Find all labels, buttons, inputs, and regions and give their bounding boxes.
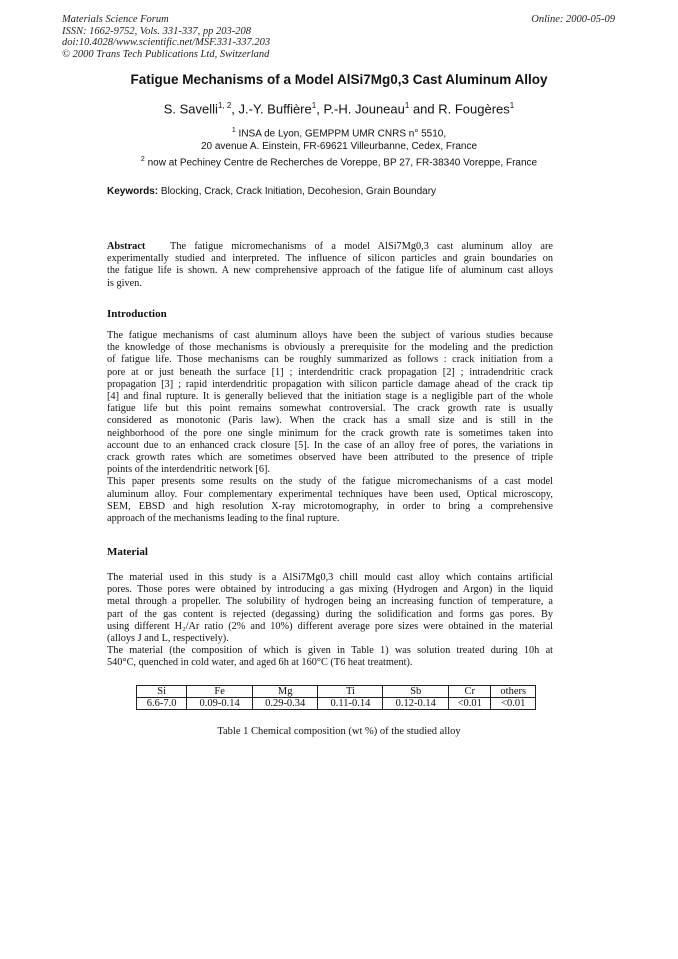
text-line: pore at or just beneath the surface [1] ; interdendritic crack propagation [2] ; intradendritic crack xyxy=(107,366,553,378)
abstract-line: Abstract The fatigue micromechanisms of a model AlSi7Mg0,3 cast aluminum alloy are xyxy=(107,241,553,252)
journal-header xyxy=(62,14,270,60)
affiliation-1 xyxy=(0,124,678,153)
abstract-paragraph xyxy=(107,241,553,290)
table-caption: Table 1 Chemical composition (wt %) of the studied alloy xyxy=(217,726,461,737)
introduction-heading: Introduction xyxy=(107,308,167,320)
affiliation-sup: 1 xyxy=(231,127,236,134)
table-cell: 0.11-0.14 xyxy=(318,698,383,710)
author-separator: , xyxy=(231,101,239,117)
affiliation-line: now at Pechiney Centre de Recherches de Voreppe, BP 27, FR-38340 Voreppe, France xyxy=(147,157,538,169)
online-date: Online: 2000-05-09 xyxy=(531,14,615,25)
table-header-cell: Mg xyxy=(252,686,318,698)
author-affil-sup: 1, 2 xyxy=(217,101,232,110)
text-line: the knowledge of those mechanisms is obviously a prerequisite for the modeling and the prediction xyxy=(107,342,553,354)
table-cell: <0.01 xyxy=(491,698,536,710)
text-line: part of the gas content is rejected (degassing) during the solidification and forms gas pores. By xyxy=(107,608,553,620)
text-line: The material used in this study is a AlSi7Mg0,3 chill mould cast alloy which contains artificial xyxy=(107,572,553,583)
table-header-row xyxy=(137,686,536,698)
text-line: crack growth rates which are sometimes observed have been attributed to the presence of triple xyxy=(107,452,553,464)
table-header-cell: Sb xyxy=(383,686,449,698)
material-paragraph xyxy=(107,572,553,670)
table-cell: 0.12-0.14 xyxy=(383,698,449,710)
table-header-cell: Si xyxy=(137,686,187,698)
abstract-line: experimentally studied and interpreted. The influence of silicon particles and grain boundaries on xyxy=(107,253,553,265)
author-list xyxy=(0,101,678,116)
author-separator: and xyxy=(409,101,439,117)
table-header-cell: Cr xyxy=(449,686,491,698)
affiliation-sup: 2 xyxy=(140,156,145,163)
author-name: J.-Y. Buffière xyxy=(238,101,312,117)
author-affil-sup: 1 xyxy=(509,101,515,110)
abstract-line: the fatigue life is shown. A new comprehensive approach of the fatigue life of aluminum cast alloys xyxy=(107,265,553,277)
text-line: (alloys J and L, respectively). xyxy=(107,633,229,645)
text-line: The fatigue mechanisms of cast aluminum alloys have been the subject of various studies because xyxy=(107,330,553,341)
text-line: SEM, EBSD and high resolution X-ray microtomography, in order to bring a comprehensive xyxy=(107,500,553,512)
affiliation-line: 20 avenue A. Einstein, FR-69621 Villeurbanne, Cedex, France xyxy=(200,141,478,153)
author-name: S. Savelli xyxy=(163,101,218,117)
table-row xyxy=(137,698,536,710)
journal-doi[interactable]: doi:10.4028/www.scientific.net/MSF.331-337.203 xyxy=(62,37,271,48)
text-line: [4] and final rupture. It is generally believed that the initiation stage is a negligible part of the whole xyxy=(107,391,553,403)
abstract-label: Abstract xyxy=(107,241,146,252)
text-line: using different H₂/Ar ratio (2% and 10%) different average pore sizes were obtained in the material xyxy=(107,620,553,632)
table-cell: 6.6-7.0 xyxy=(137,698,187,710)
author-name: P.-H. Jouneau xyxy=(323,101,405,117)
keywords-text: Blocking, Crack, Crack Initiation, Decohesion, Grain Boundary xyxy=(160,186,437,197)
text-line: 540°C, quenched in cold water, and aged 6h at 160°C (T6 heat treatment). xyxy=(107,657,413,669)
keywords-label: Keywords: xyxy=(107,186,159,197)
author-affil-sup: 1 xyxy=(404,101,410,110)
text-line: pores. Those pores were obtained by introducing a gas mixing (Hydrogen and Argon) in the liquid xyxy=(107,584,553,596)
keywords xyxy=(107,186,436,197)
journal-copyright: © 2000 Trans Tech Publications Ltd, Switzerland xyxy=(62,48,270,60)
table-cell: 0.09-0.14 xyxy=(187,698,253,710)
journal-name: Materials Science Forum xyxy=(62,14,169,25)
affiliation-line: INSA de Lyon, GEMPPM UMR CNRS n° 5510, xyxy=(238,128,447,140)
table-header-cell: others xyxy=(491,686,536,698)
composition-table xyxy=(136,685,536,710)
text-line: fatigue life but this point remains somewhat controversial. The crack growth rate is usually xyxy=(107,403,553,415)
paper-title: Fatigue Mechanisms of a Model AlSi7Mg0,3 Cast Aluminum Alloy xyxy=(130,72,548,87)
table-cell: 0.29-0.34 xyxy=(252,698,318,710)
affiliation-2 xyxy=(0,153,678,169)
material-heading: Material xyxy=(107,546,148,558)
author-affil-sup: 1 xyxy=(311,101,317,110)
text-line: metal through a propeller. The solubility of hydrogen being an increasing function of temperature, a xyxy=(107,596,553,608)
text-line: points of the interdendritic network [6]. xyxy=(107,464,270,476)
text-line: neighborhood of the pore one single minimum for the crack growth rate is sometimes taken into xyxy=(107,427,553,439)
table-header-cell: Fe xyxy=(187,686,253,698)
abstract-line: is given. xyxy=(107,277,142,289)
text-line: account due to an enhanced crack closure [5]. In the case of an alloy free of pores, the variations in xyxy=(107,439,553,451)
table-header-cell: Ti xyxy=(318,686,383,698)
table-cell: <0.01 xyxy=(449,698,491,710)
text-line: This paper presents some results on the study of the fatigue micromechanisms of a cast model xyxy=(107,476,553,488)
text-line: of fatigue life. Those mechanisms can be roughly summarized as follows : crack initiation from a xyxy=(107,354,553,366)
text-line: approach of the mechanisms leading to the final rupture. xyxy=(107,513,340,525)
author-name: R. Fougères xyxy=(438,101,510,117)
author-separator: , xyxy=(316,101,324,117)
journal-issn: ISSN: 1662-9752, Vols. 331-337, pp 203-208 xyxy=(62,25,251,37)
text-line: The material (the composition of which is given in Table 1) was solution treated during 10h at xyxy=(107,645,553,657)
introduction-paragraph xyxy=(107,330,553,525)
text-line: considered as monotonic (Paris law). When the crack has a small size and is still in the xyxy=(107,415,553,427)
text-line: aluminum alloy. Four complementary experimental techniques have been used, Optical microscopy, xyxy=(107,488,553,500)
text-line: propagation [3] ; rapid interdendritic propagation with silicon particle damage ahead of the crack tip xyxy=(107,378,553,390)
